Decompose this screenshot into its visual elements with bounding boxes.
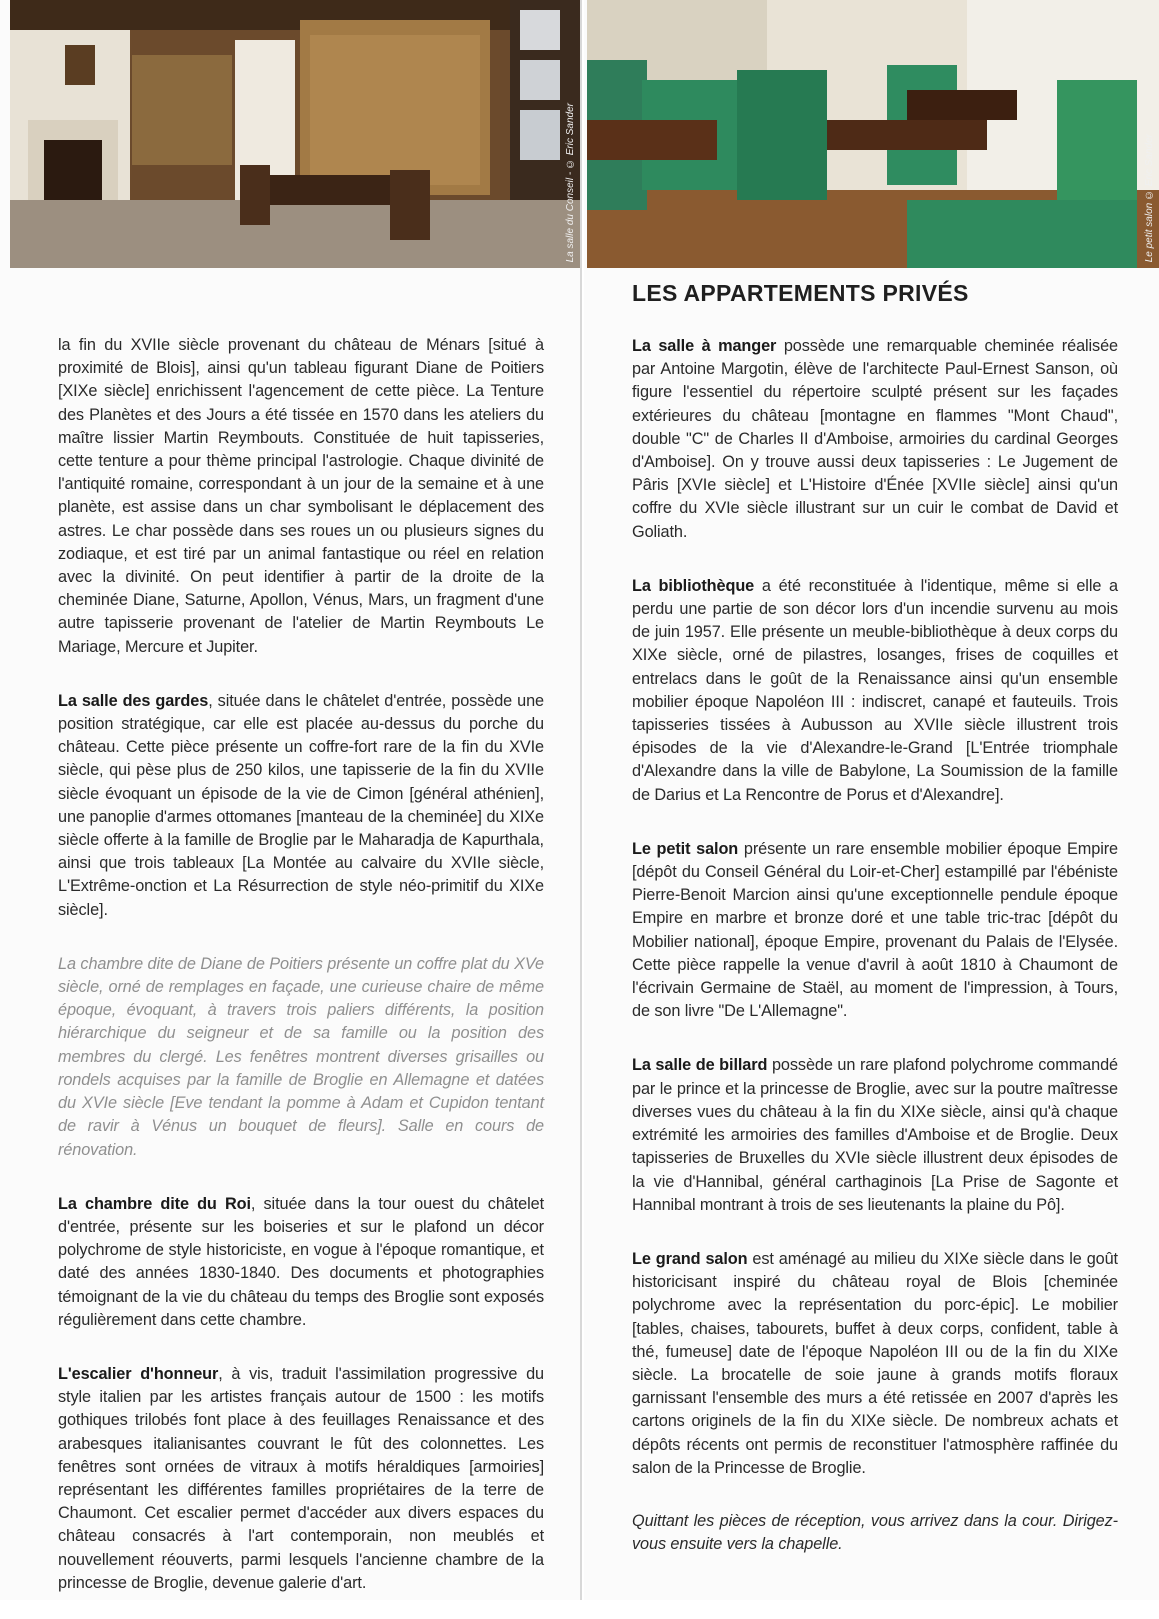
paragraph-lead: Le grand salon [632,1249,748,1268]
left-text-column [58,334,544,1619]
paragraph-bibliotheque [632,575,1118,807]
paragraph-petit-salon [632,838,1118,1024]
paragraph-lead: La salle à manger [632,337,777,355]
paragraph-salle-des-gardes [58,690,544,922]
closing-directions: Quittant les pièces de réception, vous arrivez dans la cour. Dirigez-vous ensuite vers la chapelle. [632,1511,1118,1554]
photo-salle-du-conseil [10,0,580,268]
paragraph-salle-de-billard [632,1054,1118,1216]
paragraph-body: , à vis, traduit l'assimilation progressive du style italien par les artistes français autour de 1500 : les motifs gothiques trilobés font place à des feuillages Renaissance et des arabesques italianisantes couvrant le fût des colonnettes. Les fenêtres sont ornées de vitraux à motifs héraldiques [armoiries] représentant les différentes familles propriétaires de la terre de Chaumont. Cet escalier permet d'accéder aux divers espaces du château consacrés à l'art contemporain, non meublés et nouvellement réouverts, parmi lesquels l'ancienne chambre de la princesse de Broglie, devenue galerie d'art. [58,1364,544,1592]
paragraph-lead: Le petit salon [632,839,739,858]
photo-petit-salon [587,0,1159,268]
paragraph-chambre-du-roi [58,1193,544,1332]
photo-credit-left: La salle du Conseil - © Eric Sander [565,102,576,262]
paragraph-escalier-honneur [58,1363,544,1595]
paragraph-body: possède un rare plafond polychrome commandé par le prince et la princesse de Broglie, avec sur la poutre maîtresse diverses vues du château à la fin du XIXe siècle, ainsi qu'à chaque extrémité les armoiries des familles d'Amboise et de Broglie. Deux tapisseries de Bruxelles du XVIe siècle illustrent deux épisodes de la vie d'Hannibal, général carthaginois [La Prise de Sagonte et Hannibal montrant à trois de ses lieutenants la plaine du Pô]. [632,1056,1118,1214]
paragraph-lead: L'escalier d'honneur [58,1364,219,1383]
section-heading-appartements-prives: LES APPARTEMENTS PRIVÉS [632,280,969,306]
paragraph-lead: La salle de billard [632,1056,768,1075]
paragraph-body: est aménagé au milieu du XIXe siècle dans le goût historicisant inspiré du château royal de Blois [cheminée polychrome avec la représentation du porc-épic]. Le mobilier [tables, chaises, tabourets, buffet à deux corps, confident, table à thé, fumeuse] date de l'époque Napoléon III ou de la fin du XIXe siècle. La brocatelle de soie jaune à grands motifs floraux garnissant l'ensemble des murs a été retissée en 2007 d'après les cartons originels de la fin du XIXe siècle. De nombreux achats et dépôts récents ont permis de reconstituer l'atmosphère raffinée du salon de la Princesse de Broglie. [632,1249,1118,1477]
paragraph-chambre-diane: La chambre dite de Diane de Poitiers présente un coffre plat du XVe siècle, orné de remplages en façade, une curieuse chaire de même époque, évoquant, à travers trois paliers différents, la position hiérarchique du seigneur et de sa famille ou la position des membres du clergé. Les fenêtres montrent diverses grisailles ou rondels acquises par la famille de Broglie en Allemagne et datées du XVIe siècle [Eve tendant la pomme à Adam et Cupidon tentant de ravir à Vénus un bouquet de fleurs]. Salle en cours de rénovation. [58,954,544,1159]
paragraph-body: a été reconstituée à l'identique, même si elle a perdu une partie de son décor lors d'un incendie survenu au mois de juin 1957. Elle présente un meuble-bibliothèque à deux corps du XIXe siècle, orné de pilastres, losanges, frises de coquilles et entrelacs dans le goût de la Renaissance ainsi qu'un ensemble mobilier époque Napoléon III : indiscret, canapé et fauteuils. Trois tapisseries tissées à Aubusson au XVIIe siècle illustrent trois épisodes de la vie d'Alexandre-le-Grand [L'Entrée triomphale d'Alexandre dans la ville de Babylone, La Soumission de la famille de Darius et La Rencontre de Porus et d'Alexandre]. [632,576,1118,804]
paragraph-lead: La chambre dite du Roi [58,1194,251,1213]
photo-credit-right: Le petit salon © Eric Sander [1144,133,1155,262]
paragraph-lead: La salle des gardes [58,691,209,710]
paragraph-salle-a-manger [632,335,1118,544]
paragraph-body: présente un rare ensemble mobilier époque Empire [dépôt du Conseil Général du Loir-et-Cher] estampillé par l'ébéniste Pierre-Benoit Marcion ainsi qu'une exceptionnelle pendule époque Empire en marbre et bronze doré et une table tric-trac [dépôt du Mobilier national], époque Empire, provenant du Palais de l'Elysée. Cette pièce rappelle la venue d'avril à août 1810 à Chaumont de l'écrivain Germaine de Staël, au moment de l'impression, à Tours, de son livre "De L'Allemagne". [632,839,1118,1021]
paragraph-body: , située dans la tour ouest du châtelet d'entrée, présente sur les boiseries et sur le plafond un décor polychrome de style historiciste, en vogue à l'époque romantique, et daté des années 1830-1840. Des documents et photographies témoignant de la vie du château du temps des Broglie sont exposés régulièrement dans cette chambre. [58,1194,545,1329]
paragraph-grand-salon [632,1248,1118,1480]
paragraph-lead: La bibliothèque [632,576,755,595]
right-text-column [632,335,1118,1580]
paragraph-body: , située dans le châtelet d'entrée, possède une position stratégique, car elle est placée au-dessus du porche du château. Cette pièce présente un coffre-fort rare de la fin du XVIe siècle, qui pèse plus de 250 kilos, une tapisserie de la fin du XVIIe siècle évoquant un épisode de la vie de Cimon [général athénien], une panoplie d'armes ottomanes [manteau de la cheminée] du XIXe siècle offerte à la famille de Broglie par le Maharadja de Kapurthala, ainsi que trois tableaux [La Montée au calvaire du XVIIe siècle, L'Extrême-onction et La Résurrection de style néo-primitif du XIXe siècle]. [58,691,545,919]
paragraph-salle-du-conseil: la fin du XVIIe siècle provenant du château de Ménars [situé à proximité de Blois], ainsi qu'un tableau figurant Diane de Poitiers [XIXe siècle] enrichissent l'agencement de cette pièce. La Tenture des Planètes et des Jours a été tissée en 1570 dans les ateliers du maître lissier Martin Reymbouts. Constituée de huit tapisseries, cette tenture a pour thème principal l'astrologie. Chaque divinité de l'antiquité romaine, correspondant à un jour de la semaine et à une planète, est assise dans un char symbolisant le déplacement des astres. Le char possède dans ses roues un ou plusieurs signes du zodiaque, et est tiré par un animal fantastique ou réel en relation avec la divinité. On peut identifier à partir de la droite de la cheminée Diane, Saturne, Apollon, Vénus, Mars, un fragment d'une autre tapisserie provenant de l'atelier de Martin Reymbouts Le Mariage, Mercure et Jupiter. [58,336,544,656]
paragraph-body: possède une remarquable cheminée réalisée par Antoine Margotin, élève de l'architecte Paul-Ernest Sanson, où figure l'essentiel du répertoire sculpté présent sur les façades extérieures du château [montagne en flammes "Mont Chaud", double "C" de Charles II d'Amboise, armoiries du cardinal Georges d'Amboise]. On y trouve aussi deux tapisseries : Le Jugement de Pâris [XVIe siècle] et L'Histoire d'Énée [XVIIe siècle] ainsi qu'un coffre du XVIe siècle illustrant sur un cuir le combat de David et Goliath. [632,337,1119,541]
